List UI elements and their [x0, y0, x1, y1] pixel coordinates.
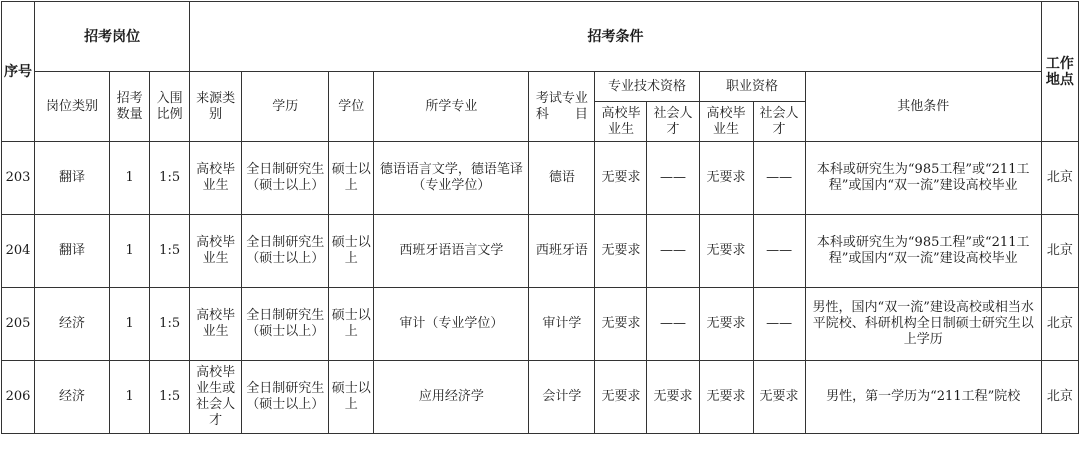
major-header: 所学专业 — [374, 72, 529, 142]
tech-grad-cell: 无要求 — [595, 215, 647, 288]
major-cell: 应用经济学 — [374, 361, 529, 434]
source-cell: 高校毕业生 — [190, 288, 242, 361]
degree-cell: 硕士以上 — [329, 142, 374, 215]
tech-grad-cell: 无要求 — [595, 361, 647, 434]
ratio-cell: 1:5 — [150, 142, 190, 215]
post-group-header: 招考岗位 — [35, 2, 190, 72]
exam-subject-cell: 德语 — [529, 142, 595, 215]
location-cell: 北京 — [1041, 361, 1078, 434]
seq-header: 序号 — [2, 2, 35, 142]
seq-cell: 203 — [2, 142, 35, 215]
tech-social-cell: —— — [647, 142, 699, 215]
post-type-cell: 经济 — [35, 361, 110, 434]
source-cell: 高校毕业生或社会人才 — [190, 361, 242, 434]
count-header: 招考数量 — [110, 72, 150, 142]
location-cell: 北京 — [1041, 142, 1078, 215]
count-cell: 1 — [110, 361, 150, 434]
post-type-cell: 翻译 — [35, 215, 110, 288]
exam-subject-cell: 西班牙语 — [529, 215, 595, 288]
job-social-header: 社会人才 — [753, 102, 805, 142]
education-header: 学历 — [242, 72, 329, 142]
other-conditions-header: 其他条件 — [805, 72, 1041, 142]
other-conditions-cell: 本科或研究生为“985工程”或“211工程”或国内“双一流”建设高校毕业 — [805, 215, 1041, 288]
job-grad-cell: 无要求 — [699, 361, 753, 434]
count-cell: 1 — [110, 215, 150, 288]
job-grad-header: 高校毕业生 — [699, 102, 753, 142]
exam-subject-cell: 会计学 — [529, 361, 595, 434]
tech-qualification-header: 专业技术资格 — [595, 72, 699, 102]
job-social-cell: —— — [753, 215, 805, 288]
tech-social-cell: —— — [647, 288, 699, 361]
location-cell: 北京 — [1041, 288, 1078, 361]
tech-grad-cell: 无要求 — [595, 142, 647, 215]
table-row — [2, 215, 1079, 288]
tech-grad-cell: 无要求 — [595, 288, 647, 361]
table-row — [2, 142, 1079, 215]
post-type-header: 岗位类别 — [35, 72, 110, 142]
degree-header: 学位 — [329, 72, 374, 142]
job-grad-cell: 无要求 — [699, 142, 753, 215]
seq-cell: 206 — [2, 361, 35, 434]
degree-cell: 硕士以上 — [329, 361, 374, 434]
seq-cell: 205 — [2, 288, 35, 361]
source-header: 来源类别 — [190, 72, 242, 142]
education-cell: 全日制研究生（硕士以上） — [242, 361, 329, 434]
education-cell: 全日制研究生（硕士以上） — [242, 288, 329, 361]
source-cell: 高校毕业生 — [190, 215, 242, 288]
major-cell: 德语语言文学，德语笔译（专业学位） — [374, 142, 529, 215]
post-type-cell: 翻译 — [35, 142, 110, 215]
location-header: 工作地点 — [1041, 2, 1078, 142]
ratio-cell: 1:5 — [150, 361, 190, 434]
tech-social-header: 社会人才 — [647, 102, 699, 142]
other-conditions-cell: 男性，国内“双一流”建设高校或相当水平院校、科研机构全日制硕士研究生以上学历 — [805, 288, 1041, 361]
other-conditions-cell: 男性，第一学历为“211工程”院校 — [805, 361, 1041, 434]
job-grad-cell: 无要求 — [699, 215, 753, 288]
exam-subject-cell: 审计学 — [529, 288, 595, 361]
exam-subject-header: 考试专业科 目 — [529, 72, 595, 142]
source-cell: 高校毕业生 — [190, 142, 242, 215]
tech-grad-header: 高校毕业生 — [595, 102, 647, 142]
job-social-cell: —— — [753, 142, 805, 215]
job-qualification-header: 职业资格 — [699, 72, 805, 102]
job-grad-cell: 无要求 — [699, 288, 753, 361]
ratio-cell: 1:5 — [150, 215, 190, 288]
location-cell: 北京 — [1041, 215, 1078, 288]
seq-cell: 204 — [2, 215, 35, 288]
ratio-cell: 1:5 — [150, 288, 190, 361]
education-cell: 全日制研究生（硕士以上） — [242, 215, 329, 288]
major-cell: 西班牙语语言文学 — [374, 215, 529, 288]
major-cell: 审计（专业学位） — [374, 288, 529, 361]
other-conditions-cell: 本科或研究生为“985工程”或“211工程”或国内“双一流”建设高校毕业 — [805, 142, 1041, 215]
ratio-header: 入围比例 — [150, 72, 190, 142]
degree-cell: 硕士以上 — [329, 215, 374, 288]
job-social-cell: —— — [753, 288, 805, 361]
degree-cell: 硕士以上 — [329, 288, 374, 361]
tech-social-cell: —— — [647, 215, 699, 288]
table-row — [2, 361, 1079, 434]
tech-social-cell: 无要求 — [647, 361, 699, 434]
count-cell: 1 — [110, 288, 150, 361]
count-cell: 1 — [110, 142, 150, 215]
table-row — [2, 288, 1079, 361]
recruitment-table — [1, 1, 1079, 434]
job-social-cell: 无要求 — [753, 361, 805, 434]
education-cell: 全日制研究生（硕士以上） — [242, 142, 329, 215]
conditions-group-header: 招考条件 — [190, 2, 1042, 72]
post-type-cell: 经济 — [35, 288, 110, 361]
